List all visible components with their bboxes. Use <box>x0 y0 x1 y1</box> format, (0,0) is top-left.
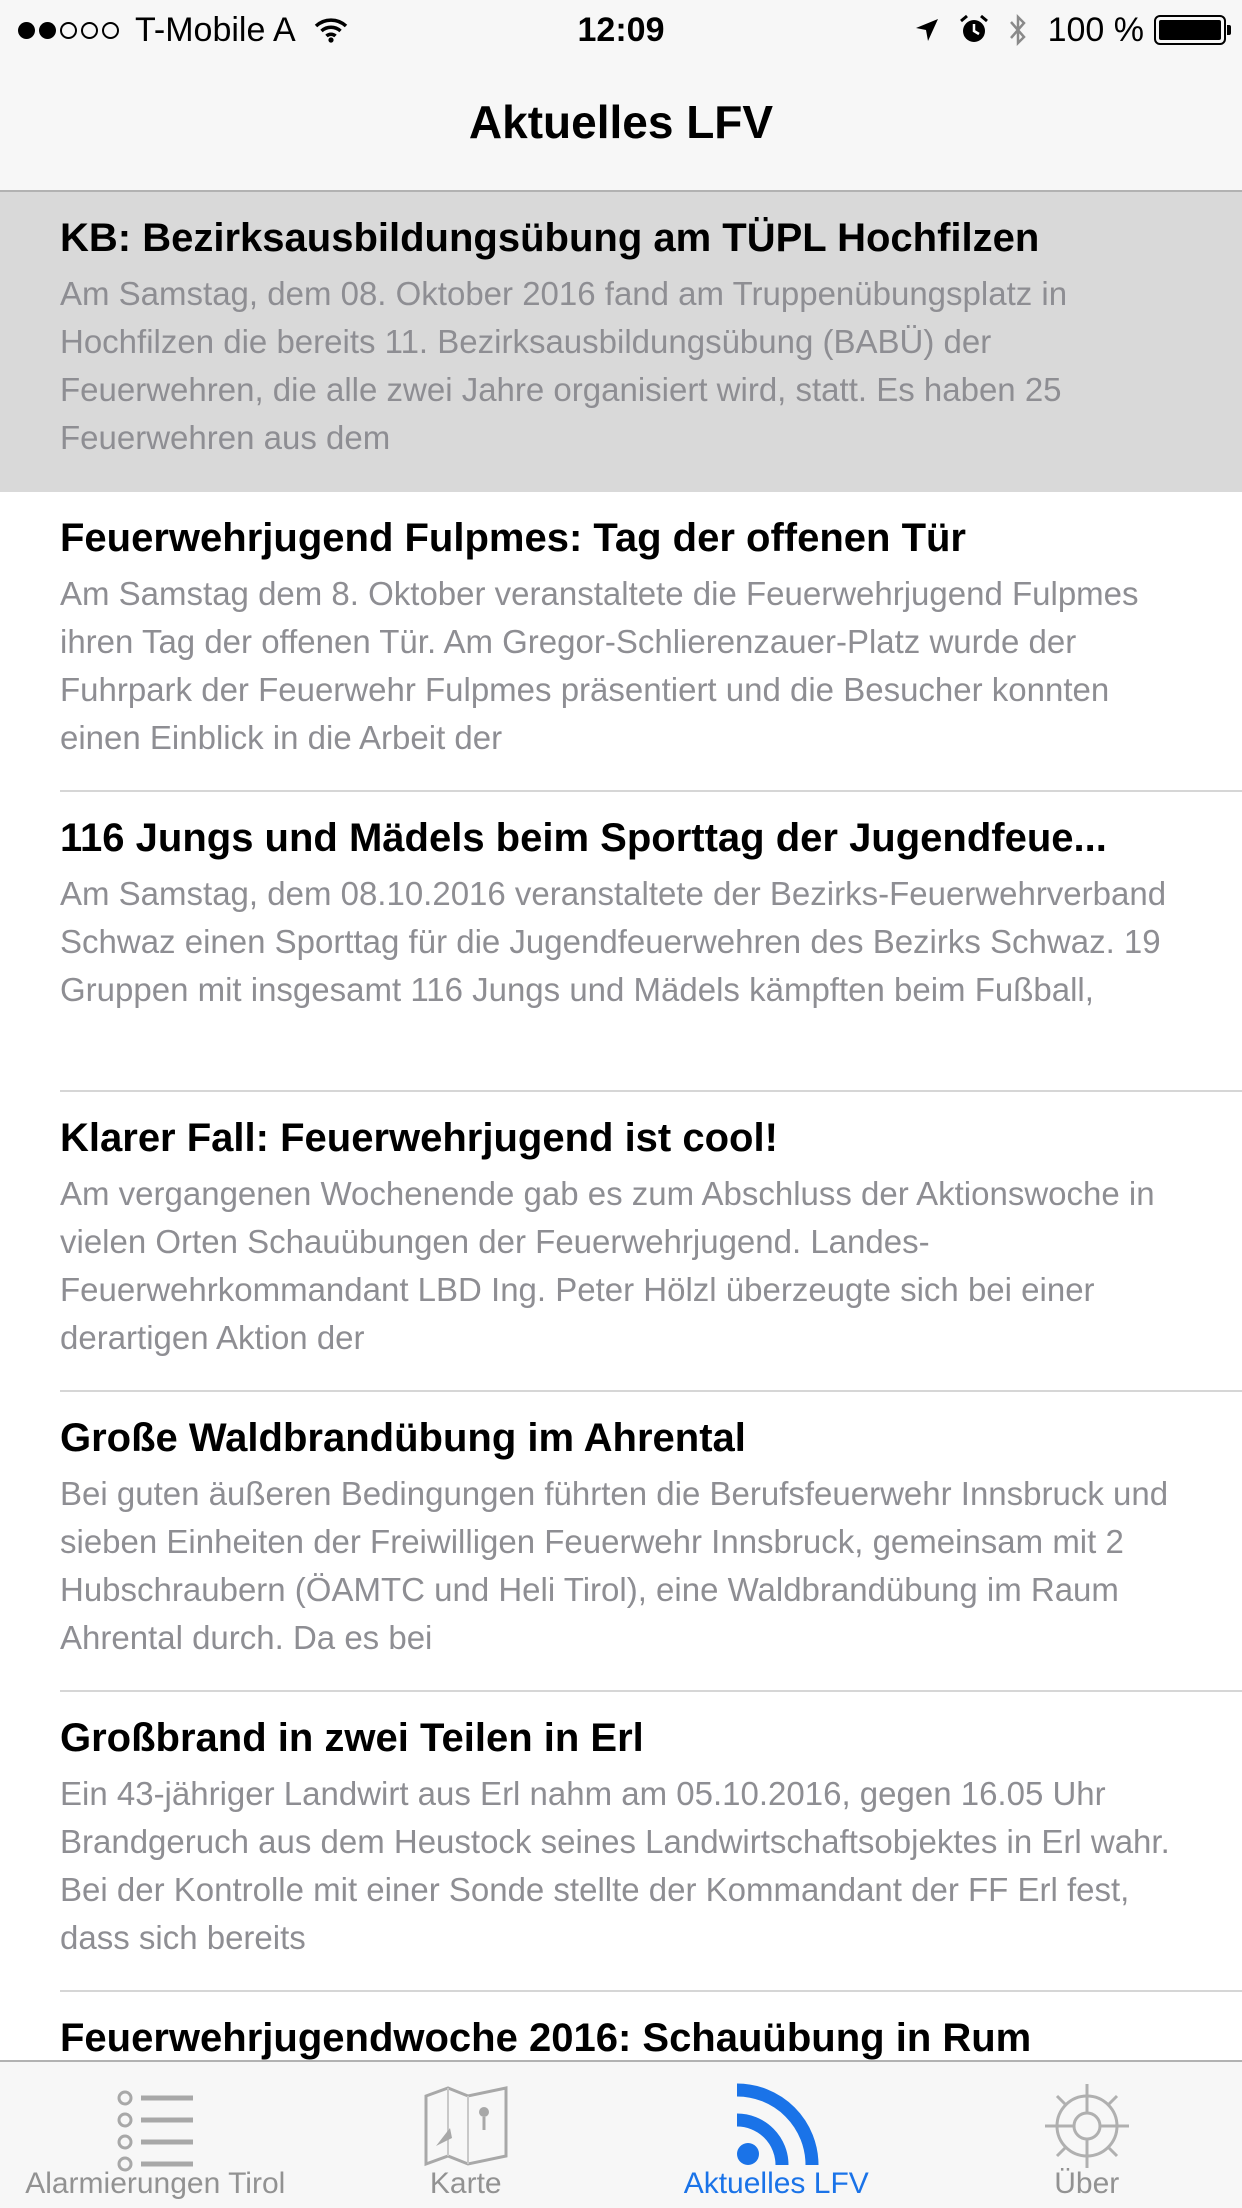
tab-label: Alarmierungen Tirol <box>25 2167 286 2200</box>
news-excerpt: Am Samstag dem 8. Oktober veranstaltete die Feuerwehrjugend Fulpmes ihren Tag der offenen Tür. Am Gregor-Schlierenzauer-Platz wurde der Fuhrpark der Feuerwehr Fulpmes präsentiert und die Besucher konnten einen Einblick in die Arbeit der <box>60 575 1139 756</box>
news-excerpt: Bei guten äußeren Bedingungen führten die Berufsfeuerwehr Innsbruck und sieben Einheiten der Freiwilligen Feuerwehr Innsbruck, gemeinsam mit 2 Hubschraubern (ÖAMTC und Heli Tirol), eine Waldbrandübung im Raum Ahrental durch. Da es bei <box>60 1475 1169 1656</box>
status-right <box>896 0 1226 60</box>
news-item[interactable] <box>0 1392 1242 1692</box>
news-item[interactable] <box>0 1092 1242 1392</box>
page-title: Aktuelles LFV <box>468 96 774 148</box>
list-icon <box>105 2076 205 2176</box>
news-excerpt: Am Samstag, dem 08.10.2016 veranstaltete der Bezirks-Feuerwehrverband Schwaz einen Sporttag für die Jugendfeuerwehren des Bezirks Schwaz. 19 Gruppen mit insgesamt 116 Jungs und Mädels kämpften beim Fußball, <box>60 875 1167 1008</box>
navigation-bar <box>0 60 1242 192</box>
tab-karte[interactable] <box>311 2062 622 2208</box>
news-title: Feuerwehrjugendwoche 2016: Schauübung in Rum <box>60 2016 1032 2060</box>
news-item[interactable] <box>0 192 1242 492</box>
rss-icon <box>726 2076 826 2176</box>
news-title: Klarer Fall: Feuerwehrjugend ist cool! <box>60 1116 778 1160</box>
battery-icon <box>1154 15 1226 45</box>
news-title: 116 Jungs und Mädels beim Sporttag der Jugendfeue... <box>60 816 1107 860</box>
tab-bar <box>0 2060 1242 2208</box>
carrier-name: T-Mobile A <box>135 11 296 49</box>
news-excerpt: Am vergangenen Wochenende gab es zum Abschluss der Aktionswoche in vielen Orten Schauübungen der Feuerwehrjugend. Landes-Feuerwehrkommandant LBD Ing. Peter Hölzl überzeugte sich bei einer derartigen Aktion der <box>60 1175 1155 1356</box>
battery-percentage: 100 % <box>1047 11 1144 49</box>
tab-label: Aktuelles LFV <box>683 2167 869 2200</box>
status-time: 12:09 <box>577 11 665 49</box>
tab-label: Über <box>1054 2167 1120 2200</box>
news-title: Große Waldbrandübung im Ahrental <box>60 1416 746 1460</box>
tab-alarmierungen[interactable] <box>0 2062 311 2208</box>
news-excerpt: Ein 43-jähriger Landwirt aus Erl nahm am 05.10.2016, gegen 16.05 Uhr Brandgeruch aus dem Heustock seines Landwirtschaftsobjektes in Erl wahr. Bei der Kontrolle mit einer Sonde stellte der Kommandant der FF Erl fest, dass sich bereits <box>60 1775 1170 1956</box>
tab-ueber[interactable] <box>932 2062 1242 2208</box>
status-bar <box>0 0 1242 60</box>
tab-aktuelles-lfv[interactable] <box>621 2062 932 2208</box>
bluetooth-icon <box>1008 13 1028 47</box>
news-item[interactable] <box>0 792 1242 1092</box>
news-item[interactable] <box>0 1992 1242 2060</box>
map-icon <box>416 2076 516 2176</box>
news-list[interactable] <box>0 192 1242 2060</box>
news-title: KB: Bezirksausbildungsübung am TÜPL Hochfilzen <box>60 216 1040 260</box>
news-excerpt: Am Samstag, dem 08. Oktober 2016 fand am Truppenübungsplatz in Hochfilzen die bereits 11. Bezirksausbildungsübung (BABÜ) der Feuerwehren, die alle zwei Jahre organisiert wird, statt. Es haben 25 Feuerwehren aus dem <box>60 275 1068 456</box>
news-item[interactable] <box>0 492 1242 792</box>
alarm-clock-icon <box>958 14 990 46</box>
location-arrow-icon <box>914 17 940 43</box>
news-item[interactable] <box>0 1692 1242 1992</box>
news-title: Großbrand in zwei Teilen in Erl <box>60 1716 644 1760</box>
gear-icon <box>1037 2076 1137 2176</box>
news-title: Feuerwehrjugend Fulpmes: Tag der offenen Tür <box>60 516 966 560</box>
tab-label: Karte <box>429 2167 502 2200</box>
